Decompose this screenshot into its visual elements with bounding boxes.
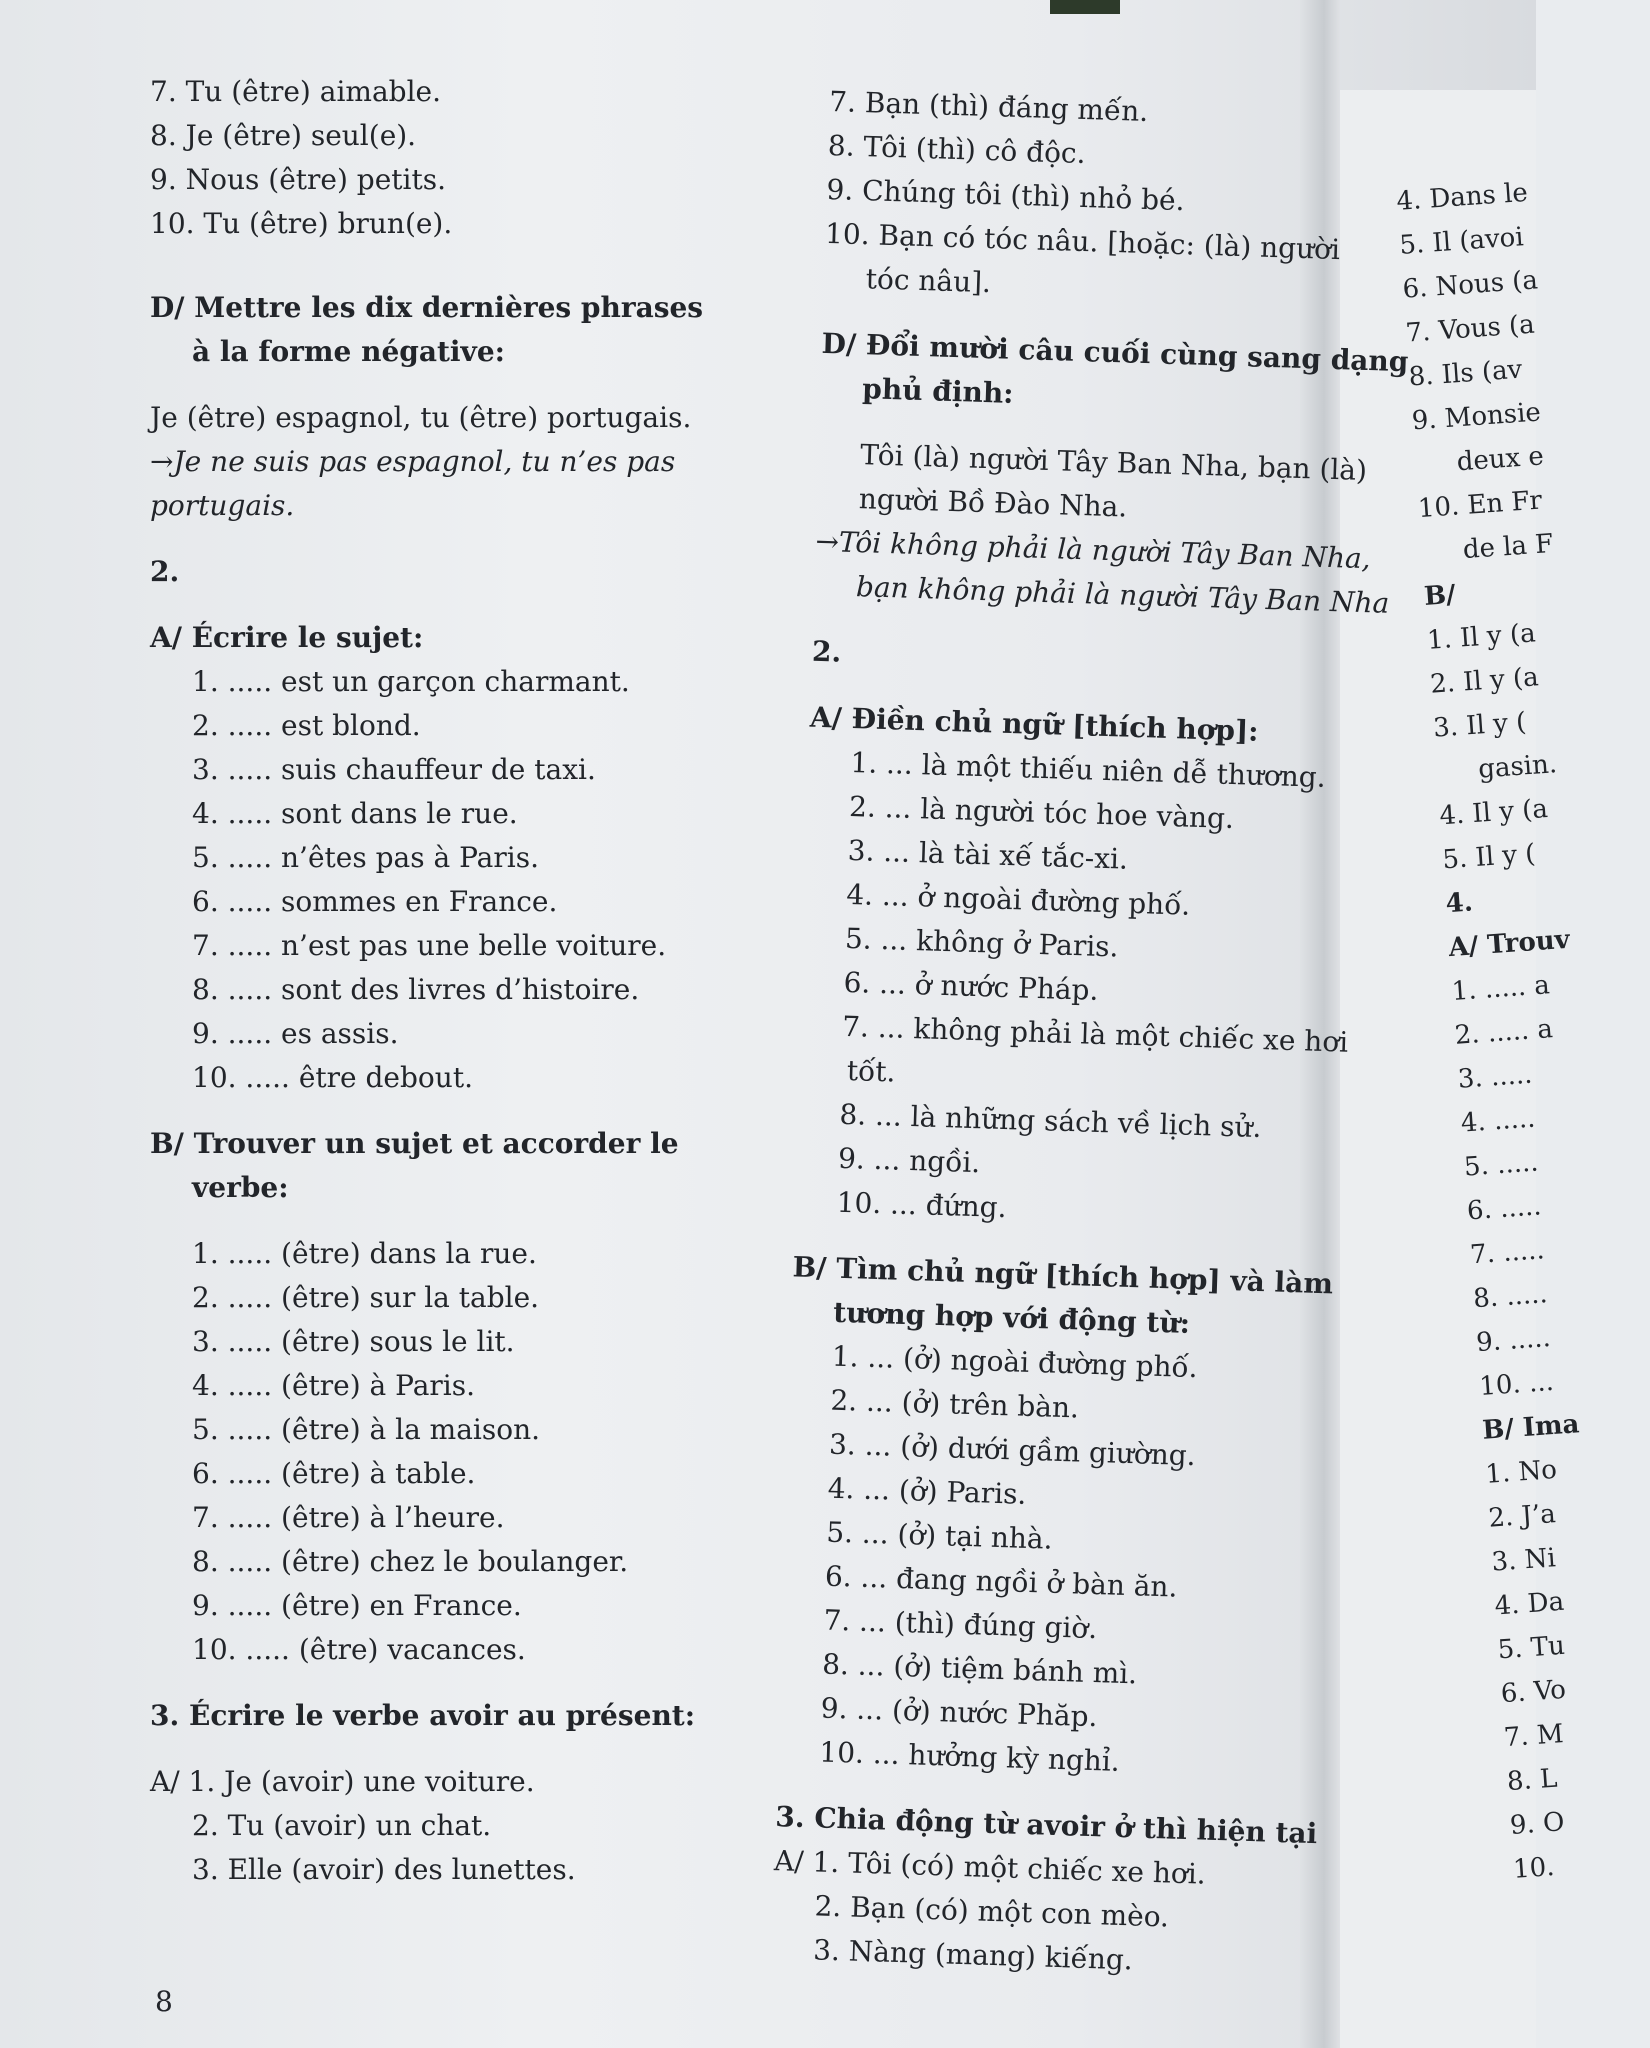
- exercise-line: 10. Tu (être) brun(e).: [150, 207, 453, 240]
- exercise-line: 4. ..... sont dans le rue.: [192, 797, 518, 830]
- edge-line: 9. O: [1509, 1807, 1566, 1841]
- edge-line: A/ Trouv: [1447, 924, 1571, 964]
- edge-line: 3. .....: [1456, 1059, 1534, 1095]
- edge-line: 1. ..... a: [1450, 970, 1551, 1007]
- example-line: người Bồ Đào Nha.: [858, 482, 1128, 524]
- edge-line: 10. En Fr: [1416, 485, 1543, 525]
- exercise-line: 1. ..... (être) dans la rue.: [192, 1237, 537, 1270]
- example-answer: →Tôi không phải là người Tây Ban Nha,: [814, 524, 1372, 576]
- edge-line: 8. .....: [1472, 1279, 1549, 1315]
- exercise-line: 1. ... là một thiếu niên dễ thương.: [850, 745, 1327, 794]
- exercise-line: 10. ... hưởng kỳ nghỉ.: [818, 1735, 1121, 1778]
- edge-line: 7. M: [1502, 1719, 1565, 1754]
- section-heading-cont: tương hợp với động từ:: [832, 1295, 1191, 1340]
- edge-line: 4. Il y (a: [1438, 793, 1549, 832]
- edge-line: gasin.: [1477, 749, 1558, 785]
- exercise-line: tóc nâu].: [865, 262, 992, 300]
- exercise-line: 9. ..... es assis.: [192, 1017, 399, 1050]
- section-heading: 3. Chia động từ avoir ở thì hiện tại: [774, 1800, 1318, 1851]
- exercise-line: 9. ... (ở) nước Phăp.: [820, 1691, 1098, 1734]
- example-answer: bạn không phải là người Tây Ban Nha: [855, 570, 1390, 620]
- edge-line: 4. Da: [1493, 1586, 1566, 1622]
- edge-line: 4.: [1444, 887, 1474, 920]
- edge-line: 3. Il y (: [1432, 707, 1528, 744]
- exercise-line: 2. ... là người tóc hoe vàng.: [848, 789, 1235, 836]
- edge-line: 2. ..... a: [1453, 1014, 1554, 1051]
- exercise-line: 6. ... đang ngồi ở bàn ăn.: [824, 1559, 1178, 1604]
- exercise-line: 5. ... (ở) tại nhà.: [825, 1515, 1054, 1556]
- exercise-line: 4. ... ở ngoài đường phố.: [845, 877, 1191, 922]
- exercise-line: 7. Tu (être) aimable.: [150, 75, 441, 108]
- section-heading-cont: phủ định:: [861, 372, 1015, 410]
- exercise-line: 9. Chúng tôi (thì) nhỏ bé.: [826, 172, 1186, 218]
- example-line: Tôi (là) người Tây Ban Nha, bạn (là): [859, 438, 1368, 488]
- exercise-line: 9. ... ngồi.: [837, 1141, 981, 1180]
- exercise-line: 8. ..... sont des livres d’histoire.: [192, 973, 640, 1006]
- exercise-line: 7. ..... n’est pas une belle voiture.: [192, 929, 667, 962]
- exercise-line: 2. Tu (avoir) un chat.: [192, 1809, 492, 1842]
- exercise-line: 1. ... (ở) ngoài đường phố.: [831, 1339, 1199, 1385]
- page-number: 8: [155, 1985, 173, 2018]
- exercise-line: 10. ..... (être) vacances.: [192, 1633, 526, 1666]
- exercise-line: 9. ..... (être) en France.: [192, 1589, 522, 1622]
- edge-line: 2. J’a: [1487, 1499, 1557, 1534]
- exercise-line: 1. ..... est un garçon charmant.: [192, 665, 630, 698]
- section-heading: D/ Mettre les dix dernières phrases: [150, 291, 704, 324]
- exercise-line: 6. ... ở nước Pháp.: [843, 965, 1099, 1007]
- edge-line: 10. ...: [1478, 1366, 1555, 1403]
- edge-line: 5. Tu: [1496, 1630, 1566, 1666]
- edge-line: 5. .....: [1463, 1147, 1540, 1183]
- exercise-line: 6. ..... (être) à table.: [192, 1457, 476, 1490]
- example-line: Je (être) espagnol, tu (être) portugais.: [150, 401, 692, 434]
- exercise-line: 2. ..... (être) sur la table.: [192, 1281, 540, 1314]
- exercise-line: 3. Elle (avoir) des lunettes.: [192, 1853, 576, 1886]
- edge-line: 1. Il y (a: [1426, 618, 1537, 656]
- exercise-line: A/ 1. Tôi (có) một chiếc xe hơi.: [773, 1844, 1207, 1891]
- edge-line: 2. Il y (a: [1429, 662, 1540, 700]
- exercise-line: 8. Tôi (thì) cô độc.: [827, 128, 1087, 171]
- exercise-line: 10. Bạn có tóc nâu. [hoặc: (là) người: [824, 216, 1341, 267]
- example-answer: portugais.: [150, 489, 295, 522]
- edge-line: 5. Il y (: [1441, 838, 1537, 876]
- exercise-line: 3. ... (ở) dưới gầm giường.: [828, 1427, 1197, 1473]
- example-answer: →Je ne suis pas espagnol, tu n’es pas: [150, 445, 676, 478]
- exercise-line: 2. Bạn (có) một con mèo.: [814, 1889, 1170, 1934]
- exercise-line: tốt.: [846, 1054, 896, 1089]
- edge-line: 3. Ni: [1490, 1543, 1557, 1578]
- french-column: [150, 70, 703, 1892]
- exercise-line: 4. ... (ở) Paris.: [827, 1471, 1027, 1511]
- edge-line: 4. .....: [1459, 1103, 1537, 1139]
- exercise-line: 3. ... là tài xế tắc-xi.: [847, 833, 1129, 876]
- exercise-line: 7. ... không phải là một chiếc xe hơi: [841, 1009, 1349, 1059]
- edge-line: 5. Il (avoi: [1398, 222, 1525, 261]
- edge-line: 9. .....: [1475, 1323, 1552, 1359]
- section-heading: B/ Trouver un sujet et accorder le: [150, 1127, 679, 1160]
- edge-line: 8. Ils (av: [1407, 354, 1524, 393]
- edge-line: 8. L: [1505, 1763, 1559, 1798]
- edge-line: 4. Dans le: [1395, 177, 1529, 217]
- exercise-line: 3. Nàng (mang) kiếng.: [812, 1933, 1134, 1977]
- edge-line: 6. Vo: [1499, 1674, 1567, 1710]
- edge-line: 9. Monsie: [1410, 397, 1542, 437]
- exercise-line: 10. ..... être debout.: [192, 1061, 473, 1094]
- edge-line: de la F: [1461, 528, 1555, 566]
- exercise-line: 10. ... đứng.: [836, 1185, 1008, 1225]
- section-heading: A/ Điền chủ ngữ [thích hợp]:: [809, 700, 1260, 748]
- section-heading: B/ Tìm chủ ngữ [thích hợp] và làm: [792, 1250, 1334, 1301]
- exercise-line: 2. ... (ở) trên bàn.: [830, 1383, 1080, 1425]
- section-number: 2.: [811, 634, 842, 669]
- edge-line: 10.: [1512, 1852, 1556, 1885]
- section-heading: A/ Écrire le sujet:: [150, 621, 424, 654]
- exercise-line: 8. Je (être) seul(e).: [150, 119, 417, 152]
- section-heading: 3. Écrire le verbe avoir au présent:: [150, 1699, 696, 1732]
- section-number: 2.: [150, 555, 180, 588]
- edge-line: deux e: [1455, 441, 1545, 478]
- edge-line: 7. .....: [1469, 1235, 1546, 1271]
- exercise-line: 5. ..... (être) à la maison.: [192, 1413, 541, 1446]
- edge-line: 7. Vous (a: [1404, 309, 1536, 349]
- exercise-line: 5. ... không ở Paris.: [844, 921, 1120, 964]
- exercise-line: 6. ..... sommes en France.: [192, 885, 558, 918]
- edge-line: B/ Ima: [1481, 1409, 1581, 1446]
- exercise-line: A/ 1. Je (avoir) une voiture.: [150, 1765, 535, 1798]
- exercise-line: 5. ..... n’êtes pas à Paris.: [192, 841, 539, 874]
- edge-line: 6. Nous (a: [1401, 265, 1539, 305]
- exercise-line: 7. Bạn (thì) đáng mến.: [828, 84, 1149, 129]
- exercise-line: 3. ..... (être) sous le lit.: [192, 1325, 515, 1358]
- section-heading-cont: verbe:: [192, 1171, 289, 1204]
- section-heading-cont: à la forme négative:: [192, 335, 505, 368]
- edge-line: 6. .....: [1466, 1191, 1543, 1227]
- exercise-line: 3. ..... suis chauffeur de taxi.: [192, 753, 596, 786]
- exercise-line: 7. ..... (être) à l’heure.: [192, 1501, 505, 1534]
- background-object: [1050, 0, 1120, 14]
- exercise-line: 7. ... (thì) đúng giờ.: [823, 1603, 1098, 1646]
- edge-line: B/: [1423, 579, 1457, 612]
- vietnamese-column: [771, 80, 1417, 1990]
- exercise-line: 8. ..... (être) chez le boulanger.: [192, 1545, 629, 1578]
- exercise-line: 2. ..... est blond.: [192, 709, 421, 742]
- exercise-line: 4. ..... (être) à Paris.: [192, 1369, 476, 1402]
- section-heading: D/ Đổi mười câu cuối cùng sang dạng: [821, 326, 1409, 379]
- exercise-line: 8. ... (ở) tiệm bánh mì.: [821, 1647, 1138, 1691]
- exercise-line: 9. Nous (être) petits.: [150, 163, 447, 196]
- edge-line: 1. No: [1484, 1454, 1558, 1490]
- exercise-line: 8. ... là những sách về lịch sử.: [838, 1097, 1263, 1145]
